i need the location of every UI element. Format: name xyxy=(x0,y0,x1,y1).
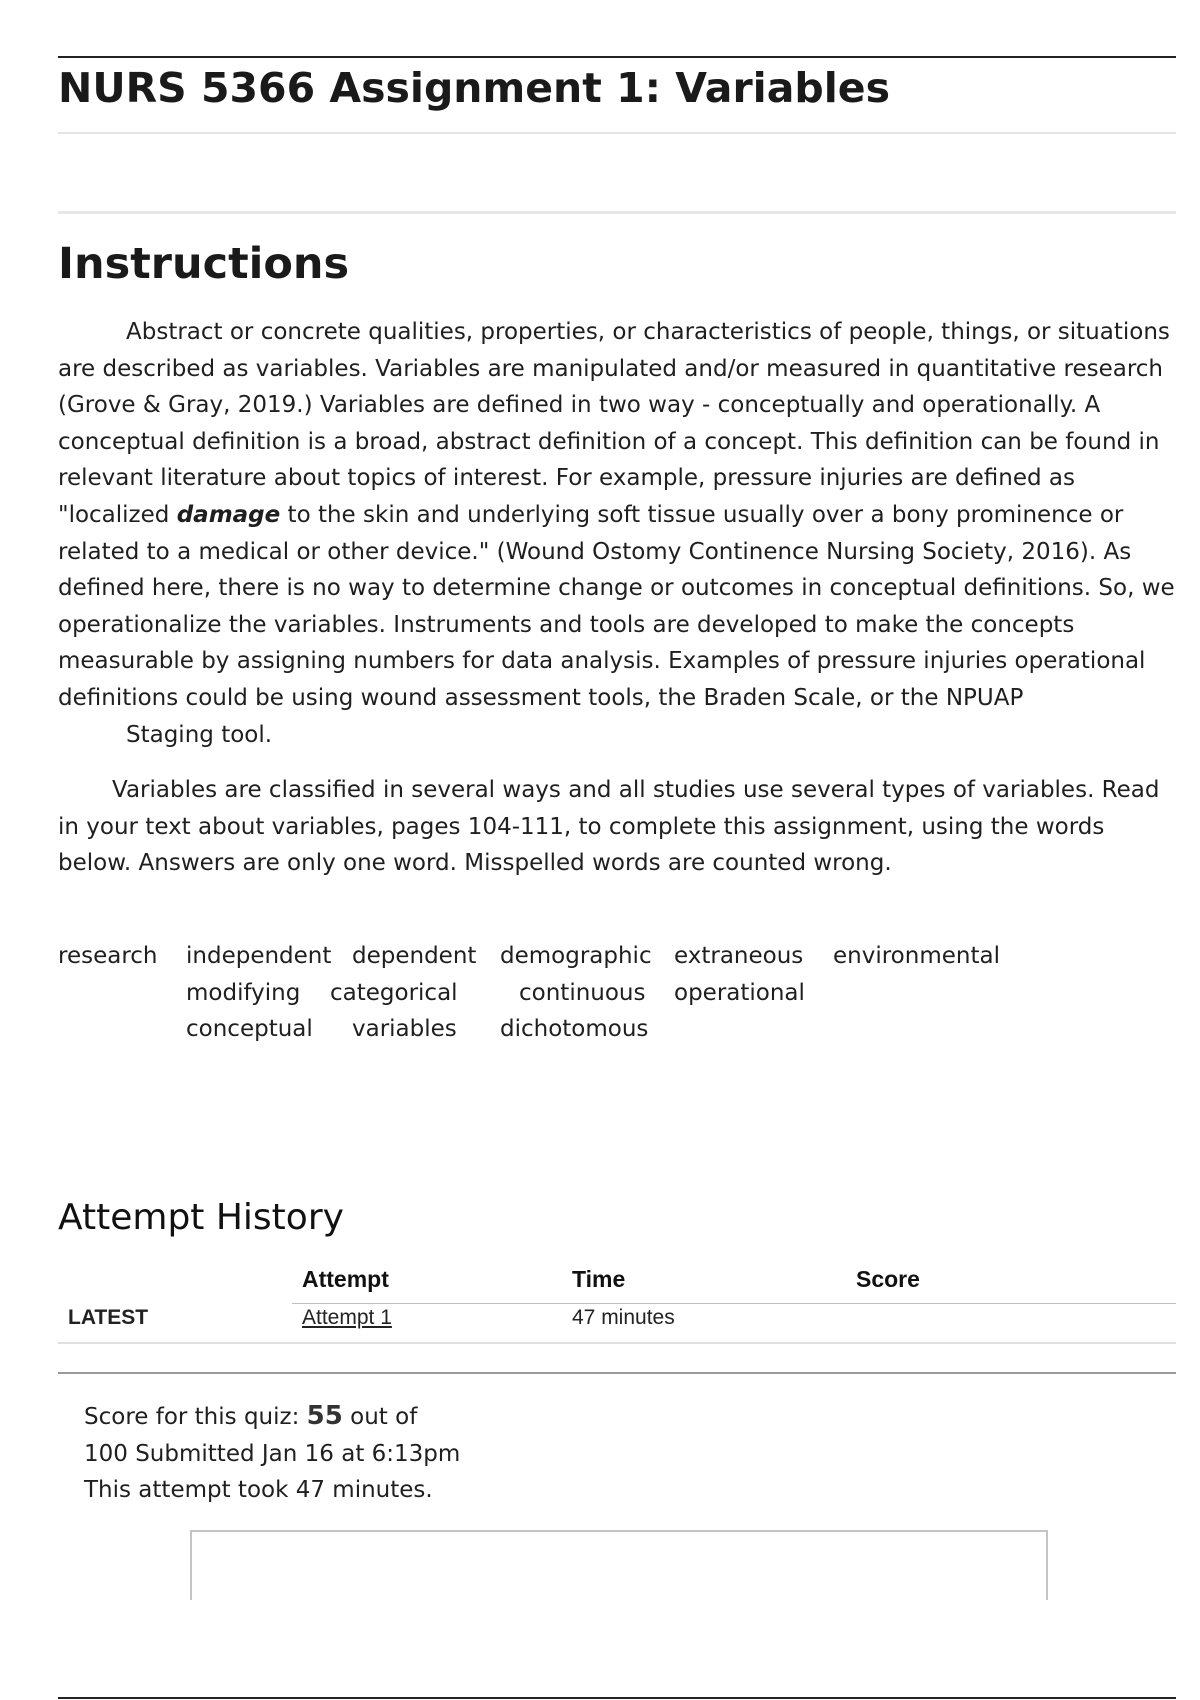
word-bank xyxy=(58,940,1158,1055)
attempt-history-table xyxy=(58,1262,1176,1344)
word-bank-item: dichotomous xyxy=(500,1016,649,1042)
word-bank-item: conceptual xyxy=(186,1016,313,1042)
word-bank-item: variables xyxy=(352,1016,457,1042)
top-rule xyxy=(58,56,1176,58)
paragraph-text: Abstract or concrete qualities, properties, or characteristics of people, things, or situations are described as variables. Variables are manipulated and/or measured in quantitative research (Grove & Gray, 2019.) Variables are defined in two way - conceptually and operationally. A conceptual definition is a broad, abstract definition of a concept. This definition can be found in relevant literature about topics of interest. For example, pressure injuries are defined as "localized xyxy=(58,319,1170,528)
paragraph-text: to the skin and underlying soft tissue usually over a bony prominence or related to a medical or other device." (Wound Ostomy Continence Nursing Society, 2016). As defined here, there is no way to determine change or outcomes in conceptual definitions. So, we operationalize the variables. Instruments and tools are developed to make the concepts measurable by assigning numbers for data analysis. Examples of pressure injuries operational definitions could be using wound assessment tools, the Braden Scale, or the NPUAP xyxy=(58,501,1175,711)
section-divider xyxy=(58,211,1176,214)
latest-label: LATEST xyxy=(68,1306,149,1329)
score-prefix: Score for this quiz: xyxy=(84,1404,307,1430)
paragraph-text: Staging tool. xyxy=(126,721,273,748)
attempt-history-heading: Attempt History xyxy=(58,1197,344,1238)
word-bank-item: extraneous xyxy=(674,943,804,969)
attempt-time: 47 minutes xyxy=(572,1306,675,1329)
word-bank-item: environmental xyxy=(833,943,1000,969)
word-bank-item: demographic xyxy=(500,943,652,969)
instructions-body xyxy=(58,314,1178,882)
word-bank-item: categorical xyxy=(330,980,458,1006)
word-bank-item: research xyxy=(58,943,158,969)
score-details-box xyxy=(190,1530,1048,1600)
instructions-paragraph-1 xyxy=(58,314,1178,753)
word-bank-item: independent xyxy=(186,943,332,969)
score-divider xyxy=(58,1372,1176,1374)
emphasis-damage: damage xyxy=(176,501,281,528)
attempt-1-link[interactable]: Attempt 1 xyxy=(302,1306,392,1329)
word-bank-item: operational xyxy=(674,980,805,1006)
word-bank-item: continuous xyxy=(519,980,646,1006)
score-value: 55 xyxy=(306,1401,343,1431)
page-title: NURS 5366 Assignment 1: Variables xyxy=(58,64,890,112)
column-header-score: Score xyxy=(856,1266,920,1292)
instructions-heading: Instructions xyxy=(58,239,350,289)
score-suffix: out of 100 Submitted Jan 16 at 6:13pm This attempt took 47 minutes. xyxy=(84,1404,461,1503)
column-header-time: Time xyxy=(572,1266,626,1292)
header-divider xyxy=(292,1303,1176,1304)
bottom-rule xyxy=(58,1697,1176,1699)
score-summary xyxy=(84,1398,464,1509)
row-divider xyxy=(58,1342,1176,1344)
word-bank-item: dependent xyxy=(352,943,477,969)
instructions-paragraph-2: Variables are classified in several ways and all studies use several types of variables. Read in your text about variables, pages 104-111, to complete this assignment, using the words below. Answers are only one word. Misspelled words are counted wrong. xyxy=(58,777,1160,877)
title-divider xyxy=(58,132,1176,134)
word-bank-item: modifying xyxy=(186,980,301,1006)
column-header-attempt: Attempt xyxy=(302,1266,389,1292)
